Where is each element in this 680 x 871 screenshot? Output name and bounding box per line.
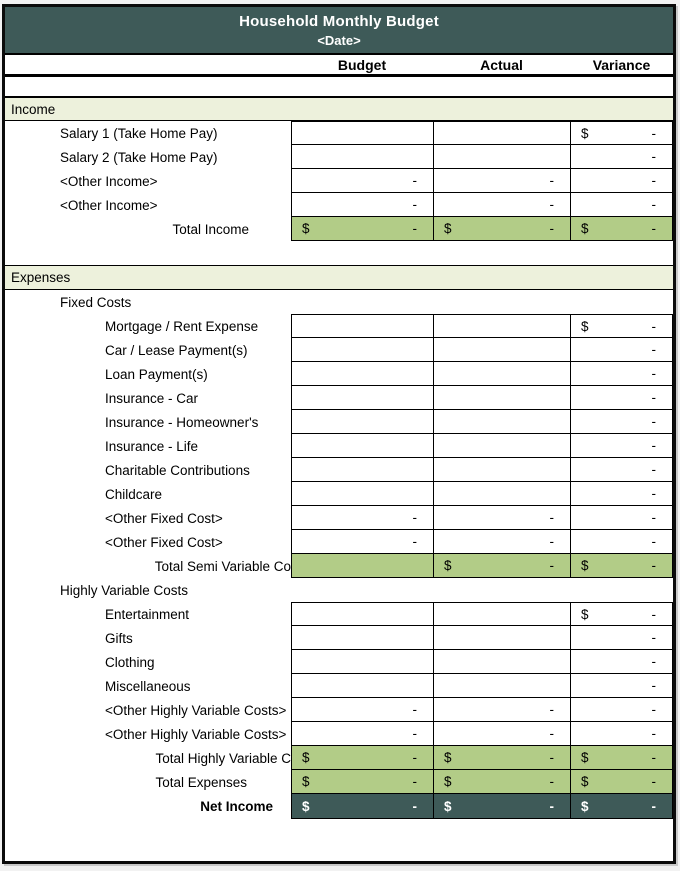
row-childcare	[5, 482, 673, 506]
row-clothing	[5, 650, 673, 674]
cell-value: -	[651, 438, 656, 453]
variance-cell-car-lease[interactable]	[570, 338, 673, 362]
row-label-childcare: Childcare	[105, 486, 163, 502]
value-cells	[291, 217, 673, 241]
budget-cell-clothing[interactable]	[291, 650, 433, 674]
cell-value: -	[549, 750, 554, 765]
variance-cell-insurance-life[interactable]	[570, 434, 673, 458]
variance-cell-other-fixed-1[interactable]	[570, 506, 673, 530]
row-other-fixed-2	[5, 530, 673, 554]
value-cells	[291, 338, 673, 362]
blank-row	[5, 77, 673, 96]
cell-value: -	[412, 510, 417, 525]
title-band	[5, 7, 673, 55]
variance-cell-mortgage-rent[interactable]	[570, 314, 673, 338]
variance-cell-childcare[interactable]	[570, 482, 673, 506]
section-label: Income	[11, 101, 56, 117]
cell-value: -	[651, 774, 656, 789]
budget-cell-salary-2[interactable]	[291, 145, 433, 169]
budget-cell-salary-1[interactable]	[291, 121, 433, 145]
actual-cell-insurance-homeowners[interactable]	[433, 410, 570, 434]
cell-value: -	[651, 318, 656, 334]
cell-value: -	[651, 390, 656, 405]
variance-cell-salary-2[interactable]	[570, 145, 673, 169]
variance-cell-clothing[interactable]	[570, 650, 673, 674]
value-cells	[291, 386, 673, 410]
budget-cell-other-hvc-2[interactable]	[291, 722, 433, 746]
row-mortgage-rent	[5, 314, 673, 338]
variance-cell-insurance-car[interactable]	[570, 386, 673, 410]
row-entertainment	[5, 602, 673, 626]
actual-cell-insurance-life[interactable]	[433, 434, 570, 458]
value-cells	[291, 602, 673, 626]
cell-value: -	[549, 726, 554, 741]
row-highly-variable-subheader	[5, 578, 673, 602]
value-cells	[291, 626, 673, 650]
row-label-entertainment: Entertainment	[105, 606, 190, 622]
budget-cell-total-semi-variable[interactable]	[291, 554, 433, 578]
row-label-other-hvc-1[interactable]: <Other Highly Variable Costs>	[105, 702, 287, 718]
cell-value: -	[651, 197, 656, 212]
value-cells	[291, 650, 673, 674]
cell-value: -	[412, 173, 417, 188]
cell-value: -	[651, 462, 656, 477]
budget-cell-total-income[interactable]	[291, 217, 433, 241]
budget-cell-charitable-contributions[interactable]	[291, 458, 433, 482]
budget-cell-insurance-homeowners[interactable]	[291, 410, 433, 434]
cell-value: -	[651, 221, 656, 236]
cell-value: -	[651, 606, 656, 622]
cell-value: -	[549, 173, 554, 188]
budget-cell-insurance-car[interactable]	[291, 386, 433, 410]
value-cells	[291, 169, 673, 193]
cell-value: -	[651, 750, 656, 765]
dollar-sign: $	[302, 221, 310, 236]
dollar-sign: $	[581, 221, 589, 236]
dollar-sign: $	[302, 798, 310, 814]
cell-value: -	[651, 798, 656, 814]
budget-sheet	[2, 4, 676, 864]
row-other-hvc-2	[5, 722, 673, 746]
budget-cell-other-income-2[interactable]	[291, 193, 433, 217]
variance-cell-total-highly-variable[interactable]	[570, 746, 673, 770]
budget-cell-entertainment[interactable]	[291, 602, 433, 626]
row-insurance-homeowners	[5, 410, 673, 434]
row-label-salary-1: Salary 1 (Take Home Pay)	[60, 125, 218, 141]
rows	[5, 96, 673, 819]
row-total-highly-variable	[5, 746, 673, 770]
cell-value: -	[549, 558, 554, 573]
budget-cell-miscellaneous[interactable]	[291, 674, 433, 698]
dollar-sign: $	[581, 750, 589, 765]
variance-cell-charitable-contributions[interactable]	[570, 458, 673, 482]
cell-value: -	[651, 173, 656, 188]
row-label-clothing: Clothing	[105, 654, 155, 670]
cell-value: -	[651, 414, 656, 429]
section-label: Expenses	[11, 270, 71, 285]
dollar-sign: $	[444, 798, 452, 814]
value-cells	[291, 434, 673, 458]
row-other-hvc-1	[5, 698, 673, 722]
cell-value: -	[651, 630, 656, 645]
cell-value: -	[412, 534, 417, 549]
actual-cell-other-hvc-2[interactable]	[433, 722, 570, 746]
value-cells	[291, 410, 673, 434]
cell-value: -	[412, 197, 417, 212]
actual-cell-mortgage-rent[interactable]	[433, 314, 570, 338]
dollar-sign: $	[302, 774, 310, 789]
actual-cell-car-lease[interactable]	[433, 338, 570, 362]
budget-cell-mortgage-rent[interactable]	[291, 314, 433, 338]
row-label-other-hvc-2[interactable]: <Other Highly Variable Costs>	[105, 726, 287, 742]
actual-cell-net-income[interactable]	[433, 794, 570, 819]
row-label-car-lease: Car / Lease Payment(s)	[105, 342, 248, 358]
cell-value: -	[412, 750, 417, 765]
variance-cell-entertainment[interactable]	[570, 602, 673, 626]
value-cells	[291, 770, 673, 794]
value-cells	[291, 458, 673, 482]
variance-cell-total-expenses[interactable]	[570, 770, 673, 794]
cell-value: -	[651, 125, 656, 141]
dollar-sign: $	[581, 318, 589, 334]
variance-cell-insurance-homeowners[interactable]	[570, 410, 673, 434]
row-label-loan-payments: Loan Payment(s)	[105, 366, 208, 382]
actual-cell-other-fixed-1[interactable]	[433, 506, 570, 530]
cell-value: -	[651, 149, 656, 164]
column-header-actual: Actual	[480, 56, 523, 73]
row-label-total-highly-variable: Total Highly Variable C	[155, 750, 291, 766]
variance-cell-net-income[interactable]	[570, 794, 673, 819]
cell-value: -	[651, 558, 656, 573]
actual-cell-salary-2[interactable]	[433, 145, 570, 169]
dollar-sign: $	[302, 750, 310, 765]
actual-cell-total-income[interactable]	[433, 217, 570, 241]
row-label-miscellaneous: Miscellaneous	[105, 678, 191, 694]
page-title: Household Monthly Budget	[239, 12, 439, 30]
variance-cell-loan-payments[interactable]	[570, 362, 673, 386]
cell-value: -	[412, 702, 417, 717]
budget-cell-childcare[interactable]	[291, 482, 433, 506]
cell-value: -	[651, 486, 656, 501]
budget-cell-total-expenses[interactable]	[291, 770, 433, 794]
column-header-row	[5, 55, 673, 77]
cell-value: -	[549, 774, 554, 789]
value-cells	[291, 145, 673, 169]
cell-value: -	[651, 534, 656, 549]
cell-value: -	[412, 774, 417, 789]
budget-cell-other-fixed-2[interactable]	[291, 530, 433, 554]
row-label-mortgage-rent: Mortgage / Rent Expense	[105, 318, 259, 334]
row-other-income-1	[5, 169, 673, 193]
cell-value: -	[549, 197, 554, 212]
value-cells	[291, 506, 673, 530]
cell-value: -	[651, 342, 656, 357]
variance-cell-gifts[interactable]	[570, 626, 673, 650]
row-car-lease	[5, 338, 673, 362]
variance-cell-other-fixed-2[interactable]	[570, 530, 673, 554]
cell-value: -	[549, 534, 554, 549]
cell-value: -	[549, 798, 554, 814]
row-label-insurance-life: Insurance - Life	[105, 438, 199, 454]
row-miscellaneous	[5, 674, 673, 698]
actual-cell-other-hvc-1[interactable]	[433, 698, 570, 722]
row-label-gifts: Gifts	[105, 630, 133, 646]
actual-cell-gifts[interactable]	[433, 626, 570, 650]
budget-cell-other-hvc-1[interactable]	[291, 698, 433, 722]
budget-cell-net-income[interactable]	[291, 794, 433, 819]
cell-value: -	[412, 726, 417, 741]
cell-value: -	[412, 221, 417, 236]
section-band-income-section	[5, 96, 673, 121]
value-cells	[291, 314, 673, 338]
row-total-semi-variable	[5, 554, 673, 578]
actual-cell-loan-payments[interactable]	[433, 362, 570, 386]
bottom-whitespace	[5, 819, 673, 861]
actual-cell-total-semi-variable[interactable]	[433, 554, 570, 578]
variance-cell-total-semi-variable[interactable]	[570, 554, 673, 578]
value-cells	[291, 121, 673, 145]
row-label-net-income: Net Income	[200, 799, 273, 814]
section-band-expenses-section	[5, 265, 673, 290]
row-gifts	[5, 626, 673, 650]
actual-cell-other-income-1[interactable]	[433, 169, 570, 193]
actual-cell-total-expenses[interactable]	[433, 770, 570, 794]
row-label-salary-2: Salary 2 (Take Home Pay)	[60, 149, 218, 165]
value-cells	[291, 362, 673, 386]
actual-cell-entertainment[interactable]	[433, 602, 570, 626]
dollar-sign: $	[444, 750, 452, 765]
value-cells	[291, 794, 673, 819]
actual-cell-total-highly-variable[interactable]	[433, 746, 570, 770]
cell-value: -	[651, 678, 656, 693]
row-total-income	[5, 217, 673, 241]
actual-cell-insurance-car[interactable]	[433, 386, 570, 410]
row-net-income	[5, 794, 673, 819]
budget-cell-other-fixed-1[interactable]	[291, 506, 433, 530]
row-other-income-2	[5, 193, 673, 217]
cell-value: -	[651, 510, 656, 525]
cell-value: -	[549, 702, 554, 717]
dollar-sign: $	[581, 125, 589, 141]
row-total-expenses	[5, 770, 673, 794]
row-label-other-fixed-2[interactable]: <Other Fixed Cost>	[105, 534, 223, 550]
variance-cell-other-hvc-1[interactable]	[570, 698, 673, 722]
actual-cell-other-fixed-2[interactable]	[433, 530, 570, 554]
variance-cell-salary-1[interactable]	[570, 121, 673, 145]
value-cells	[291, 554, 673, 578]
variance-cell-other-hvc-2[interactable]	[570, 722, 673, 746]
variance-cell-other-income-2[interactable]	[570, 193, 673, 217]
variance-cell-miscellaneous[interactable]	[570, 674, 673, 698]
cell-value: -	[651, 702, 656, 717]
row-insurance-life	[5, 434, 673, 458]
value-cells	[291, 698, 673, 722]
row-salary-2	[5, 145, 673, 169]
cell-value: -	[651, 654, 656, 669]
dollar-sign: $	[581, 606, 589, 622]
actual-cell-clothing[interactable]	[433, 650, 570, 674]
column-header-budget: Budget	[337, 56, 387, 73]
row-label-other-income-1[interactable]: <Other Income>	[60, 173, 158, 189]
cell-value: -	[549, 221, 554, 236]
dollar-sign: $	[444, 774, 452, 789]
dollar-sign: $	[444, 221, 452, 236]
row-label-total-semi-variable: Total Semi Variable Co	[154, 558, 291, 574]
row-label-total-income: Total Income	[172, 221, 249, 237]
row-label-charitable-contributions: Charitable Contributions	[105, 462, 250, 478]
row-label-insurance-car: Insurance - Car	[105, 390, 199, 406]
value-cells	[291, 746, 673, 770]
value-cells	[291, 722, 673, 746]
budget-cell-car-lease[interactable]	[291, 338, 433, 362]
gap-1	[5, 241, 673, 265]
value-cells	[291, 482, 673, 506]
row-label-other-fixed-1[interactable]: <Other Fixed Cost>	[105, 510, 223, 526]
budget-cell-gifts[interactable]	[291, 626, 433, 650]
row-salary-1	[5, 121, 673, 145]
dollar-sign: $	[581, 558, 589, 573]
cell-value: -	[651, 366, 656, 381]
budget-cell-insurance-life[interactable]	[291, 434, 433, 458]
dollar-sign: $	[581, 774, 589, 789]
row-label-total-expenses: Total Expenses	[155, 774, 247, 790]
actual-cell-other-income-2[interactable]	[433, 193, 570, 217]
row-insurance-car	[5, 386, 673, 410]
row-loan-payments	[5, 362, 673, 386]
budget-cell-loan-payments[interactable]	[291, 362, 433, 386]
dollar-sign: $	[581, 798, 589, 814]
budget-cell-total-highly-variable[interactable]	[291, 746, 433, 770]
row-label-fixed-costs-subheader: Fixed Costs	[60, 294, 132, 310]
row-fixed-costs-subheader	[5, 290, 673, 314]
variance-cell-other-income-1[interactable]	[570, 169, 673, 193]
row-label-other-income-2[interactable]: <Other Income>	[60, 197, 158, 213]
value-cells	[291, 674, 673, 698]
dollar-sign: $	[444, 558, 452, 573]
cell-value: -	[549, 510, 554, 525]
row-other-fixed-1	[5, 506, 673, 530]
actual-cell-charitable-contributions[interactable]	[433, 458, 570, 482]
value-cells	[291, 530, 673, 554]
row-charitable-contributions	[5, 458, 673, 482]
actual-cell-childcare[interactable]	[433, 482, 570, 506]
row-label-insurance-homeowners: Insurance - Homeowner's	[105, 414, 259, 430]
cell-value: -	[651, 726, 656, 741]
row-label-highly-variable-subheader: Highly Variable Costs	[60, 582, 189, 598]
cell-value: -	[412, 798, 417, 814]
actual-cell-miscellaneous[interactable]	[433, 674, 570, 698]
variance-cell-total-income[interactable]	[570, 217, 673, 241]
value-cells	[291, 193, 673, 217]
actual-cell-salary-1[interactable]	[433, 121, 570, 145]
column-header-variance: Variance	[592, 56, 651, 73]
date-placeholder[interactable]: <Date>	[317, 32, 361, 48]
budget-cell-other-income-1[interactable]	[291, 169, 433, 193]
